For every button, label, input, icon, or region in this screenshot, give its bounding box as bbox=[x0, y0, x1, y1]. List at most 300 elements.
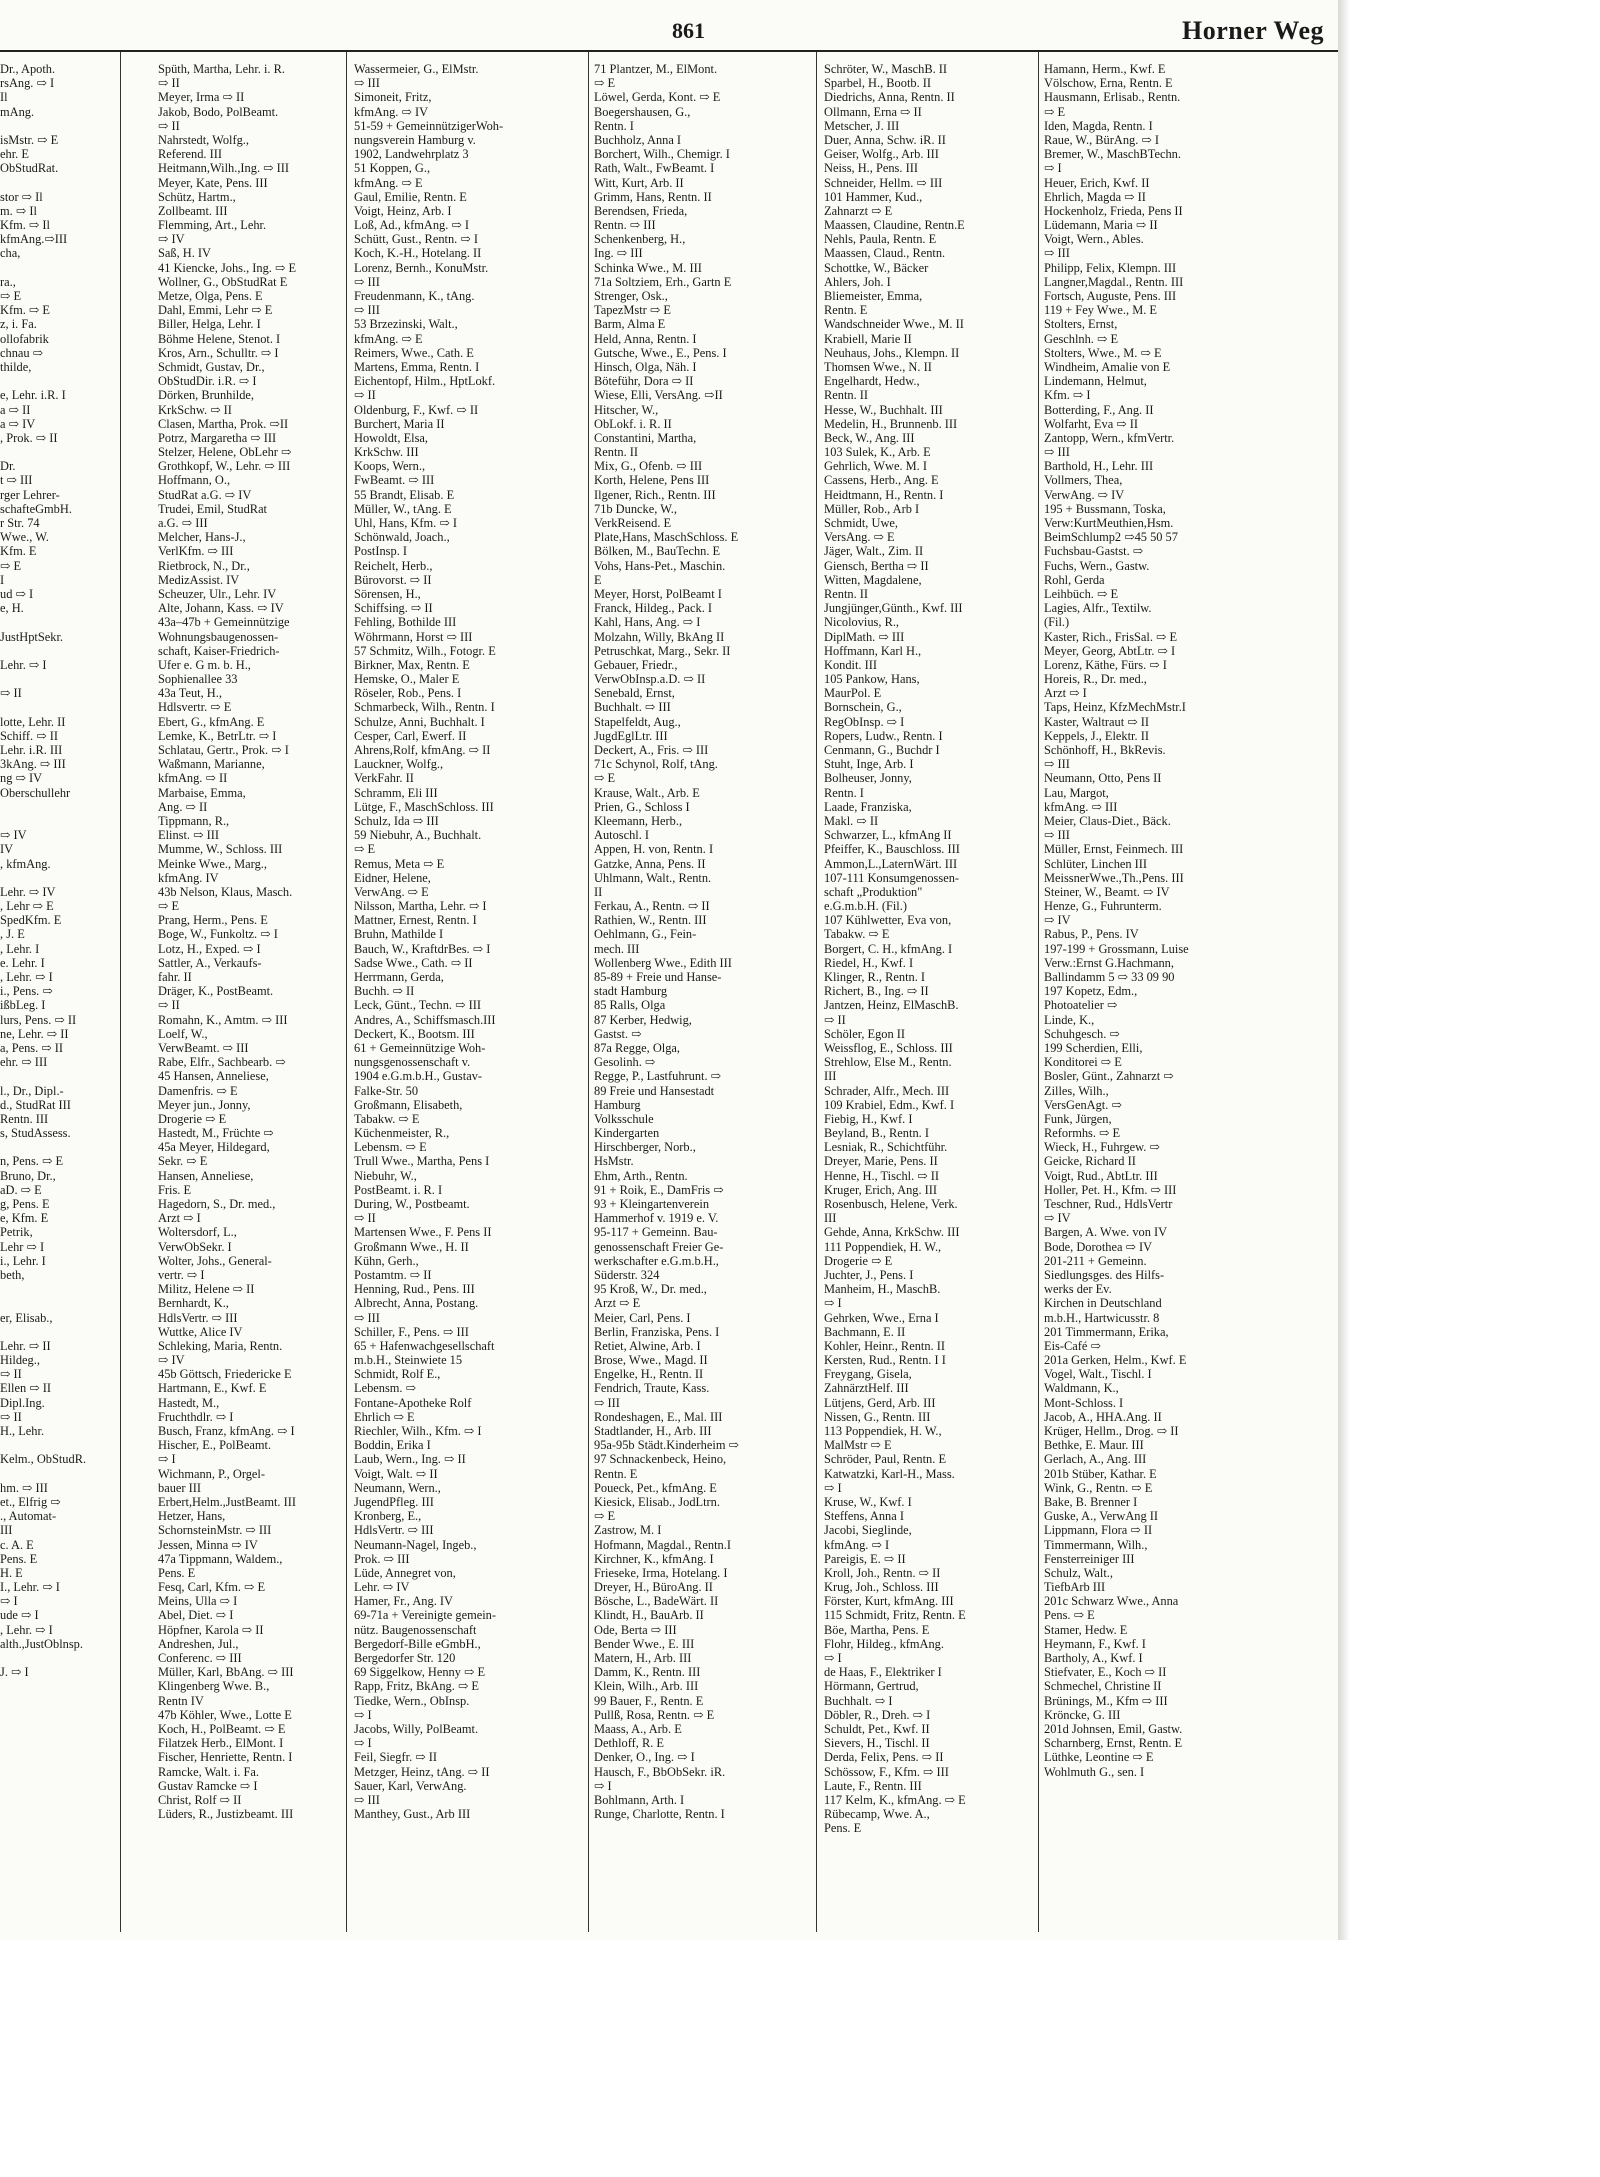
directory-line: Ramcke, Walt. i. Fa. bbox=[158, 1764, 259, 1779]
directory-line: Grimm, Hans, Rentn. II bbox=[594, 189, 712, 204]
directory-line: 107 Kühlwetter, Eva von, bbox=[824, 913, 952, 928]
directory-line: Riedel, H., Kwf. I bbox=[824, 955, 914, 970]
directory-line: Prok. ⇨ III bbox=[354, 1551, 410, 1566]
directory-line: Albrecht, Anna, Postang. bbox=[354, 1296, 479, 1311]
directory-line: Simoneit, Fritz, bbox=[354, 90, 432, 105]
directory-line: kfmAng. ⇨ III bbox=[1044, 799, 1118, 814]
directory-line: 201a Gerken, Helm., Kwf. E bbox=[1044, 1353, 1187, 1368]
directory-line: Schlüter, Linchen III bbox=[1044, 856, 1148, 871]
directory-line: Regge, P., Lastfuhrunt. ⇨ bbox=[594, 1069, 722, 1084]
directory-line: ⇨ E bbox=[594, 771, 616, 786]
directory-line: Schmidt, Uwe, bbox=[824, 516, 898, 530]
directory-line: 69 Siggelkow, Henny ⇨ E bbox=[354, 1665, 486, 1680]
directory-line: Borchert, Wilh., Chemigr. I bbox=[594, 147, 730, 162]
directory-line: Drogerie ⇨ E bbox=[158, 1111, 227, 1126]
directory-line: Arzt ⇨ E bbox=[594, 1296, 641, 1311]
directory-line: Laute, F., Rentn. III bbox=[824, 1778, 922, 1793]
directory-line: Manheim, H., MaschB. bbox=[824, 1282, 941, 1297]
directory-line: , Prok. ⇨ II bbox=[0, 430, 58, 445]
directory-line: ⇨ III bbox=[1044, 246, 1070, 261]
directory-line: Witt, Kurt, Arb. II bbox=[594, 175, 684, 190]
directory-line: ⇨ II bbox=[354, 1211, 376, 1226]
directory-line: Hammerhof v. 1919 e. V. bbox=[594, 1211, 719, 1226]
directory-line: Rentn. II bbox=[824, 388, 869, 403]
directory-line: Stapelfeldt, Aug., bbox=[594, 714, 681, 729]
directory-line: Krause, Walt., Arb. E bbox=[594, 785, 700, 800]
directory-line: Timmermann, Wilh., bbox=[1044, 1537, 1148, 1552]
directory-line: Ahrens,Rolf, kfmAng. ⇨ II bbox=[354, 743, 491, 757]
directory-line: Klein, Wilh., Arb. III bbox=[594, 1679, 699, 1694]
directory-line: Rabus, P., Pens. IV bbox=[1044, 927, 1139, 942]
directory-line: ⇨ I bbox=[824, 1480, 842, 1495]
directory-line: Hofmann, Magdal., Rentn.I bbox=[594, 1537, 731, 1552]
directory-line: Voigt, Heinz, Arb. I bbox=[354, 203, 452, 218]
directory-line: Schössow, F., Kfm. ⇨ III bbox=[824, 1764, 949, 1779]
directory-line: Kindergarten bbox=[594, 1126, 660, 1141]
page-number: 861 bbox=[672, 18, 705, 43]
directory-line: e. Lehr. I bbox=[0, 955, 45, 970]
directory-line: Dörken, Brunhilde, bbox=[158, 388, 255, 403]
directory-line: ⇨ II bbox=[0, 686, 22, 701]
directory-line: Schmidt, Gustav, Dr., bbox=[158, 359, 265, 374]
directory-line: Loß, Ad., kfmAng. ⇨ I bbox=[354, 218, 470, 233]
directory-line: Abel, Diet. ⇨ I bbox=[158, 1608, 234, 1623]
directory-line: Wwe., W. bbox=[0, 530, 49, 545]
directory-line: 45b Göttsch, Friedericke E bbox=[158, 1367, 292, 1382]
directory-line: Molzahn, Willy, BkAng II bbox=[594, 629, 725, 644]
directory-line: Grothkopf, W., Lehr. ⇨ III bbox=[158, 459, 291, 474]
directory-line: Reimers, Wwe., Cath. E bbox=[354, 345, 474, 360]
directory-line: Riechler, Wilh., Kfm. ⇨ I bbox=[354, 1424, 482, 1438]
directory-line: bauer III bbox=[158, 1480, 201, 1495]
directory-line: Eis-Café ⇨ bbox=[1044, 1338, 1101, 1353]
directory-line: 43a Teut, H., bbox=[158, 686, 222, 701]
directory-line: Juchter, J., Pens. I bbox=[824, 1267, 914, 1282]
directory-line: ObStudDir. i.R. ⇨ I bbox=[158, 374, 257, 389]
directory-line: er, Elisab., bbox=[0, 1310, 53, 1325]
directory-line: Bender Wwe., E. III bbox=[594, 1636, 695, 1651]
directory-line: Drogerie ⇨ E bbox=[824, 1253, 893, 1268]
directory-line: ⇨ E bbox=[1044, 104, 1066, 119]
directory-line: , Lehr ⇨ E bbox=[0, 899, 54, 914]
directory-line: Retiet, Alwine, Arb. I bbox=[594, 1338, 701, 1353]
directory-line: Bölken, M., BauTechn. E bbox=[594, 544, 721, 559]
directory-line: Bachmann, E. II bbox=[824, 1324, 906, 1339]
directory-line: Krug, Joh., Schloss. III bbox=[824, 1580, 939, 1595]
directory-line: Eidner, Helene, bbox=[354, 870, 431, 885]
directory-line: Berendsen, Frieda, bbox=[594, 203, 688, 218]
street-heading: Horner Weg bbox=[1182, 16, 1324, 45]
directory-line: Krabiell, Marie II bbox=[824, 331, 912, 346]
directory-line: Windheim, Amalie von E bbox=[1044, 359, 1171, 374]
directory-line: Buchholz, Anna I bbox=[594, 132, 682, 147]
directory-line: Schneider, Hellm. ⇨ III bbox=[824, 175, 943, 190]
directory-line: Manthey, Gust., Arb III bbox=[354, 1807, 471, 1822]
directory-line: Klingenberg Wwe. B., bbox=[158, 1679, 270, 1694]
directory-line: Hagedorn, S., Dr. med., bbox=[158, 1197, 276, 1211]
directory-line: Nissen, G., Rentn. III bbox=[824, 1409, 931, 1424]
directory-line: HdlsVertr. ⇨ III bbox=[158, 1310, 238, 1325]
directory-line: Linde, K., bbox=[1044, 1012, 1095, 1027]
directory-line: Gastst. ⇨ bbox=[594, 1026, 642, 1041]
directory-line: Wandschneider Wwe., M. II bbox=[824, 317, 964, 332]
directory-line: Hastedt, M., bbox=[158, 1395, 220, 1410]
directory-line: Plate,Hans, MaschSchloss. E bbox=[594, 530, 739, 545]
directory-line: i., Pens. ⇨ bbox=[0, 984, 53, 999]
directory-line: e, Kfm. E bbox=[0, 1211, 49, 1226]
directory-line: Schulze, Anni, Buchhalt. I bbox=[354, 714, 485, 729]
directory-line: Boegershausen, G., bbox=[594, 104, 691, 119]
directory-line: schaft, Kaiser-Friedrich- bbox=[158, 643, 280, 658]
directory-line: 201 Timmermann, Erika, bbox=[1044, 1324, 1169, 1339]
directory-line: Kfm. ⇨ Il bbox=[0, 218, 50, 233]
directory-line: Nicolovius, R., bbox=[824, 615, 900, 630]
directory-line: Kros, Arn., Schulltr. ⇨ I bbox=[158, 345, 279, 360]
directory-line: Fontane-Apotheke Rolf bbox=[354, 1395, 472, 1410]
directory-line: Dahl, Emmi, Lehr ⇨ E bbox=[158, 303, 273, 318]
directory-line: Lippmann, Flora ⇨ II bbox=[1044, 1523, 1153, 1538]
directory-line: Keppels, J., Elektr. II bbox=[1044, 728, 1149, 743]
directory-line: Ufer e. G m. b. H., bbox=[158, 657, 251, 672]
directory-line: nungsgenossenschaft v. bbox=[354, 1055, 471, 1070]
directory-line: Franck, Hildeg., Pack. I bbox=[594, 601, 713, 616]
directory-line: Sievers, H., Tischl. II bbox=[824, 1736, 930, 1751]
directory-line: III bbox=[824, 1211, 837, 1226]
directory-line: Trudei, Emil, StudRat bbox=[158, 501, 268, 516]
directory-line: Richert, B., Ing. ⇨ II bbox=[824, 984, 929, 999]
directory-line: RegObInsp. ⇨ I bbox=[824, 714, 905, 729]
directory-line: Nehls, Paula, Rentn. E bbox=[824, 232, 937, 247]
directory-line: Hoffmann, O., bbox=[158, 473, 231, 488]
directory-line: Höpfner, Karola ⇨ II bbox=[158, 1622, 264, 1637]
directory-line: Dreyer, H., BüroAng. II bbox=[594, 1580, 713, 1595]
directory-line: Meins, Ulla ⇨ I bbox=[158, 1594, 238, 1609]
directory-line: Voigt, Walt. ⇨ II bbox=[354, 1466, 438, 1481]
directory-line: n, Pens. ⇨ E bbox=[0, 1154, 64, 1169]
directory-line: Falke-Str. 50 bbox=[354, 1083, 419, 1098]
directory-line: Buchh. ⇨ II bbox=[354, 984, 415, 999]
directory-line: stor ⇨ Il bbox=[0, 189, 43, 204]
directory-line: 87 Kerber, Hedwig, bbox=[594, 1012, 692, 1027]
directory-line: Denker, O., Ing. ⇨ I bbox=[594, 1750, 695, 1765]
directory-line: Korth, Helene, Pens III bbox=[594, 473, 710, 488]
directory-line: ⇨ E bbox=[0, 558, 22, 573]
directory-line: Barm, Alma E bbox=[594, 317, 666, 332]
directory-line: Gustav Ramcke ⇨ I bbox=[158, 1778, 258, 1793]
directory-line: Mattner, Ernest, Rentn. I bbox=[354, 913, 477, 928]
directory-line: Wieck, H., Fuhrgew. ⇨ bbox=[1044, 1140, 1160, 1155]
directory-line: Petrik, bbox=[0, 1225, 33, 1240]
directory-line: ⇨ I bbox=[824, 1651, 842, 1665]
directory-line: HsMstr. bbox=[594, 1154, 634, 1169]
directory-line: Schrader, Alfr., Mech. III bbox=[824, 1083, 950, 1098]
directory-line: 99 Bauer, F., Rentn. E bbox=[594, 1693, 704, 1708]
directory-line: Metscher, J. III bbox=[824, 118, 900, 133]
directory-line: Verw.:Ernst G.Hachmann, bbox=[1044, 955, 1174, 970]
directory-line: kfmAng. ⇨ I bbox=[824, 1537, 890, 1552]
directory-line bbox=[0, 176, 116, 190]
directory-line: m.b.H., Steinwiete 15 bbox=[354, 1353, 463, 1368]
directory-line: Erbert,Helm.,JustBeamt. III bbox=[158, 1494, 296, 1509]
directory-line: a ⇨ IV bbox=[0, 416, 36, 431]
directory-line: Zollbeamt. III bbox=[158, 203, 228, 218]
directory-line: Schröder, Paul, Rentn. E bbox=[824, 1452, 947, 1467]
directory-line: Hockenholz, Frieda, Pens II bbox=[1044, 203, 1183, 218]
column-rule bbox=[588, 52, 589, 1932]
directory-line: Meier, Carl, Pens. I bbox=[594, 1310, 691, 1325]
directory-line: Pareigis, E. ⇨ II bbox=[824, 1551, 906, 1566]
directory-line: Hoffmann, Karl H., bbox=[824, 643, 922, 658]
directory-line: Bruhn, Mathilde I bbox=[354, 927, 444, 942]
directory-line: 201b Stüber, Kathar. E bbox=[1044, 1466, 1157, 1481]
directory-line: ⇨ IV bbox=[1044, 913, 1071, 928]
directory-line: Mix, G., Ofenb. ⇨ III bbox=[594, 459, 703, 474]
directory-line: m. ⇨ Il bbox=[0, 203, 37, 218]
directory-line: Ing. ⇨ III bbox=[594, 246, 643, 261]
directory-line: Schramm, Eli III bbox=[354, 785, 438, 800]
directory-line: VerwAng. ⇨ E bbox=[354, 884, 429, 899]
directory-line: Schinka Wwe., M. III bbox=[594, 260, 702, 275]
directory-line: 197-199 + Grossmann, Luise bbox=[1044, 941, 1189, 956]
directory-line: schafteGmbH. bbox=[0, 501, 72, 516]
directory-line: Dr., Apoth. bbox=[0, 62, 56, 76]
directory-line: Lindemann, Helmut, bbox=[1044, 374, 1147, 389]
directory-line: ⇨ IV bbox=[158, 1353, 185, 1368]
directory-line: thilde, bbox=[0, 359, 32, 374]
directory-line: Militz, Helene ⇨ II bbox=[158, 1282, 255, 1297]
directory-line: Hemske, O., Maler E bbox=[354, 672, 460, 687]
directory-line: Kirchner, K., kfmAng. I bbox=[594, 1551, 714, 1566]
directory-line: Kahl, Hans, Ang. ⇨ I bbox=[594, 615, 701, 630]
directory-line: z, i. Fa. bbox=[0, 317, 37, 332]
directory-line: Lüders, R., Justizbeamt. III bbox=[158, 1807, 294, 1822]
directory-line: Loelf, W., bbox=[158, 1026, 208, 1041]
directory-line: Martensen Wwe., F. Pens II bbox=[354, 1225, 492, 1240]
directory-line: Jacob, A., HHA.Ang. II bbox=[1044, 1409, 1162, 1424]
directory-line: ⇨ III bbox=[1044, 445, 1070, 460]
directory-line: 117 Kelm, K., kfmAng. ⇨ E bbox=[824, 1792, 966, 1807]
directory-line: Biller, Helga, Lehr. I bbox=[158, 317, 261, 332]
directory-line: Metzger, Heinz, tAng. ⇨ II bbox=[354, 1764, 490, 1779]
directory-line: Meyer, Irma ⇨ II bbox=[158, 90, 245, 105]
directory-line: Völschow, Erna, Rentn. E bbox=[1044, 76, 1173, 91]
directory-line bbox=[0, 1140, 116, 1154]
directory-line: Meinke Wwe., Marg., bbox=[158, 856, 267, 871]
directory-line: JugdEglLtr. III bbox=[594, 728, 668, 743]
directory-line: Medelin, H., Brunnenb. III bbox=[824, 416, 958, 431]
directory-line: Bosler, Günt., Zahnarzt ⇨ bbox=[1044, 1069, 1174, 1084]
directory-line: Schulz, Ida ⇨ III bbox=[354, 813, 439, 828]
directory-line: Pfeiffer, K., Bauschloss. III bbox=[824, 842, 960, 857]
directory-line: ⇨ I bbox=[354, 1736, 372, 1751]
directory-line: kfmAng. ⇨ E bbox=[354, 175, 423, 190]
directory-line: Damenfris. ⇨ E bbox=[158, 1083, 238, 1098]
directory-line: Hinsch, Olga, Näh. I bbox=[594, 359, 697, 374]
directory-line: chnau ⇨ bbox=[0, 345, 44, 360]
directory-line: Pens. E bbox=[824, 1821, 862, 1836]
directory-line: 89 Freie und Hansestadt bbox=[594, 1083, 715, 1098]
directory-line: Reichelt, Herb., bbox=[354, 558, 433, 573]
directory-line: ObLokf. i. R. II bbox=[594, 416, 672, 431]
directory-line: Rentn. ⇨ III bbox=[594, 218, 656, 233]
directory-line: Löwel, Gerda, Kont. ⇨ E bbox=[594, 90, 721, 105]
directory-line: a.G. ⇨ III bbox=[158, 516, 208, 530]
directory-line: Lagies, Alfr., Textilw. bbox=[1044, 601, 1152, 616]
directory-line: Großmann Wwe., H. II bbox=[354, 1239, 469, 1254]
directory-line: Herrmann, Gerda, bbox=[354, 970, 444, 984]
directory-line: VerwObInsp.a.D. ⇨ II bbox=[594, 672, 706, 687]
directory-line: Lorenz, Käthe, Fürs. ⇨ I bbox=[1044, 657, 1167, 672]
directory-line: VerwBeamt. ⇨ III bbox=[158, 1040, 249, 1055]
directory-line: Meier, Claus-Diet., Bäck. bbox=[1044, 813, 1171, 828]
directory-line: Wolfarht, Eva ⇨ II bbox=[1044, 416, 1139, 431]
directory-line: Jantzen, Heinz, ElMaschB. bbox=[824, 998, 959, 1013]
directory-line: Photoatelier ⇨ bbox=[1044, 998, 1118, 1013]
directory-line: 115 Schmidt, Fritz, Rentn. E bbox=[824, 1608, 966, 1623]
directory-line: Voigt, Wern., Ables. bbox=[1044, 232, 1144, 247]
directory-line: Lebensm. ⇨ bbox=[354, 1381, 416, 1396]
directory-line: Borgert, C. H., kfmAng. I bbox=[824, 941, 953, 956]
directory-line: Sauer, Karl, VerwAng. bbox=[354, 1778, 467, 1793]
directory-line: Großmann, Elisabeth, bbox=[354, 1097, 463, 1112]
directory-line: Derda, Felix, Pens. ⇨ II bbox=[824, 1750, 944, 1765]
column-rule bbox=[120, 52, 121, 1932]
directory-line: Prang, Herm., Pens. E bbox=[158, 913, 268, 928]
directory-line: Langner,Magdal., Rentn. III bbox=[1044, 274, 1184, 289]
directory-line: Ellen ⇨ II bbox=[0, 1381, 51, 1396]
directory-line: lotte, Lehr. II bbox=[0, 714, 66, 729]
directory-line: Ammon,L.,LaternWärt. III bbox=[824, 856, 958, 871]
directory-line: Christ, Rolf ⇨ II bbox=[158, 1792, 242, 1807]
directory-line: Filatzek Herb., ElMont. I bbox=[158, 1736, 284, 1751]
directory-line: ⇨ IV bbox=[1044, 1211, 1071, 1226]
directory-line: Rentn. E bbox=[594, 1466, 638, 1481]
directory-line: Stolters, Wwe., M. ⇨ E bbox=[1044, 345, 1162, 360]
directory-line: Rentn. I bbox=[594, 118, 634, 133]
directory-line: HdlsVertr. ⇨ III bbox=[354, 1523, 434, 1538]
directory-line: Bergedorfer Str. 120 bbox=[354, 1651, 456, 1665]
directory-line: kfmAng. ⇨ II bbox=[158, 771, 228, 786]
directory-line: Waßmann, Marianne, bbox=[158, 757, 265, 772]
directory-line: Makl. ⇨ II bbox=[824, 813, 879, 828]
directory-line: Buchhalt. ⇨ I bbox=[824, 1693, 893, 1708]
directory-line: StudRat a.G. ⇨ IV bbox=[158, 487, 252, 502]
directory-line: Referend. III bbox=[158, 147, 222, 162]
directory-line: II bbox=[594, 884, 603, 899]
directory-line: Schmidt, Rolf E., bbox=[354, 1367, 441, 1382]
directory-line: PostBeamt. i. R. I bbox=[354, 1182, 443, 1197]
directory-line: 113 Poppendiek, H. W., bbox=[824, 1424, 942, 1438]
directory-line: Lehr. ⇨ II bbox=[0, 1338, 51, 1353]
directory-line: Leihbüch. ⇨ E bbox=[1044, 586, 1119, 601]
directory-line: Waldmann, K., bbox=[1044, 1381, 1119, 1396]
directory-column-4 bbox=[594, 62, 812, 1892]
directory-line: Rentn. II bbox=[824, 586, 869, 601]
directory-line: Hartmann, E., Kwf. E bbox=[158, 1381, 267, 1396]
directory-line: Spüth, Martha, Lehr. i. R. bbox=[158, 62, 285, 76]
directory-line: Flemming, Art., Lehr. bbox=[158, 218, 267, 233]
directory-line: Appen, H. von, Rentn. I bbox=[594, 842, 714, 857]
directory-line: Scheuzer, Ulr., Lehr. IV bbox=[158, 586, 277, 601]
directory-line: genossenschaft Freier Ge- bbox=[594, 1239, 724, 1254]
directory-line: , Lehr. I bbox=[0, 941, 40, 956]
directory-line: Schönhoff, H., BkRevis. bbox=[1044, 743, 1166, 757]
directory-line: Kersten, Rud., Rentn. I I bbox=[824, 1353, 946, 1368]
directory-line: Kronberg, E., bbox=[354, 1509, 422, 1524]
directory-line: Fesq, Carl, Kfm. ⇨ E bbox=[158, 1580, 266, 1595]
directory-line: Bürovorst. ⇨ II bbox=[354, 572, 432, 587]
directory-line: Trull Wwe., Martha, Pens I bbox=[354, 1154, 490, 1169]
directory-line: Niebuhr, W., bbox=[354, 1168, 417, 1183]
directory-line: Jungjünger,Günth., Kwf. III bbox=[824, 601, 963, 616]
directory-line: rger Lehrer- bbox=[0, 487, 60, 502]
directory-line: Horeis, R., Dr. med., bbox=[1044, 672, 1147, 687]
directory-line: 71 Plantzer, M., ElMont. bbox=[594, 62, 718, 76]
directory-line: Konditorei ⇨ E bbox=[1044, 1055, 1122, 1070]
directory-line: ⇨ I bbox=[354, 1707, 372, 1722]
directory-line: 51 Koppen, G., bbox=[354, 161, 431, 176]
directory-line: 109 Krabiel, Edm., Kwf. I bbox=[824, 1097, 955, 1112]
directory-line: I., Lehr. ⇨ I bbox=[0, 1580, 60, 1595]
directory-line: Petruschkat, Marg., Sekr. II bbox=[594, 643, 731, 658]
directory-line: Rosenbusch, Helene, Verk. bbox=[824, 1197, 958, 1211]
directory-line: Rapp, Fritz, BkAng. ⇨ E bbox=[354, 1679, 479, 1694]
directory-line: Wichmann, P., Orgel- bbox=[158, 1466, 265, 1481]
directory-line: 71a Soltziem, Erh., Gartn E bbox=[594, 274, 732, 289]
directory-line: 197 Kopetz, Edm., bbox=[1044, 984, 1138, 999]
directory-line: VerlKfm. ⇨ III bbox=[158, 544, 234, 559]
directory-line: Romahn, K., Amtm. ⇨ III bbox=[158, 1012, 288, 1027]
directory-line: Jessen, Minna ⇨ IV bbox=[158, 1537, 258, 1552]
directory-line: Küchenmeister, R., bbox=[354, 1126, 450, 1141]
directory-line: Brünings, M., Kfm ⇨ III bbox=[1044, 1693, 1168, 1708]
directory-line: Engelhardt, Hedw., bbox=[824, 374, 920, 389]
directory-line: ißbLeg. I bbox=[0, 998, 46, 1013]
directory-line: fahr. II bbox=[158, 970, 192, 984]
directory-line: 41 Kiencke, Johs., Ing. ⇨ E bbox=[158, 260, 297, 275]
directory-line: 111 Poppendiek, H. W., bbox=[824, 1239, 942, 1254]
directory-line: e, H. bbox=[0, 601, 24, 616]
directory-line: TapezMstr ⇨ E bbox=[594, 303, 671, 318]
directory-line: Neiss, H., Pens. III bbox=[824, 161, 918, 176]
directory-line: Rentn. I bbox=[824, 785, 864, 800]
directory-line: Gehrken, Wwe., Erna I bbox=[824, 1310, 939, 1325]
directory-column-5 bbox=[824, 62, 1034, 1892]
directory-line: 91 + Roik, E., DamFris ⇨ bbox=[594, 1182, 724, 1197]
directory-line bbox=[0, 672, 116, 686]
directory-line: Schönwald, Joach., bbox=[354, 530, 450, 545]
directory-line: Brose, Wwe., Magd. II bbox=[594, 1353, 708, 1368]
directory-line: 95-117 + Gemeinn. Bau- bbox=[594, 1225, 718, 1240]
directory-line: Ahlers, Joh. I bbox=[824, 274, 891, 289]
directory-line: ⇨ III bbox=[354, 76, 380, 91]
directory-line: Lotz, H., Exped. ⇨ I bbox=[158, 941, 261, 956]
directory-line: PostInsp. I bbox=[354, 544, 408, 559]
directory-line: nungsverein Hamburg v. bbox=[354, 132, 476, 147]
directory-line: VerkReisend. E bbox=[594, 516, 672, 530]
directory-line: Wohlmuth G., sen. I bbox=[1044, 1764, 1145, 1779]
directory-line: Stelzer, Helene, ObLehr ⇨ bbox=[158, 445, 292, 460]
directory-line: 103 Sulek, K., Arb. E bbox=[824, 445, 931, 460]
directory-line: g, Pens. E bbox=[0, 1197, 50, 1211]
directory-line: ⇨ E bbox=[594, 76, 616, 91]
directory-line: Sophienallee 33 bbox=[158, 672, 238, 687]
directory-line: E bbox=[594, 572, 602, 587]
directory-line: Kiesick, Elisab., JodLtrn. bbox=[594, 1494, 720, 1509]
directory-line: , Lehr. ⇨ I bbox=[0, 970, 53, 984]
directory-line: 95a-95b Städt.Kinderheim ⇨ bbox=[594, 1438, 739, 1453]
directory-line: Hörmann, Gertrud, bbox=[824, 1679, 919, 1694]
